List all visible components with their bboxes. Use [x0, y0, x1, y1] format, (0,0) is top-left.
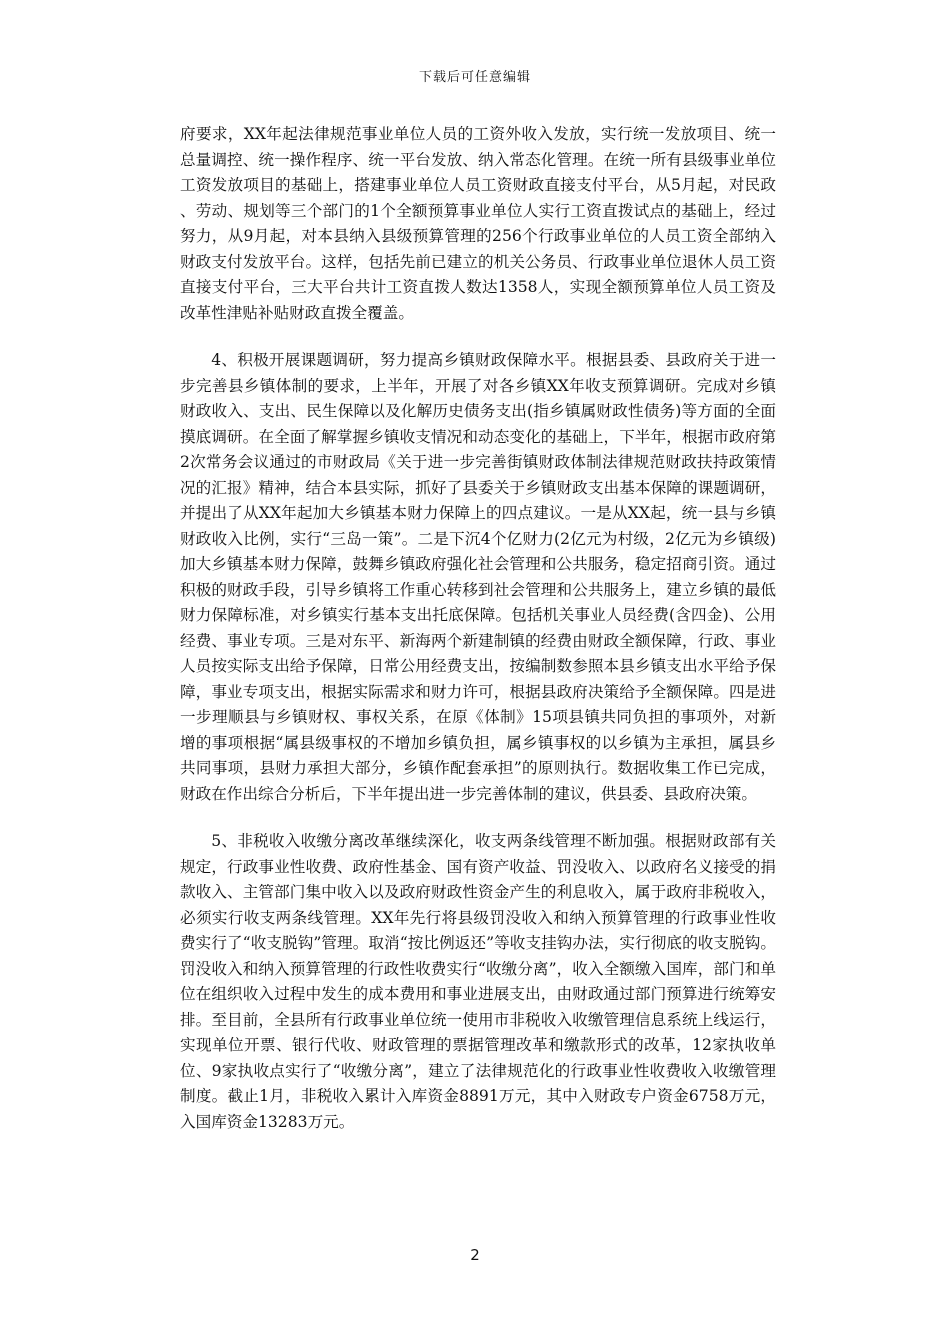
- paragraph-non-tax-revenue: 5、非税收入收缴分离改革继续深化，收支两条线管理不断加强。根据财政部有关规定，行政事业性收费、政府性基金、国有资产收益、罚没收入、以政府名义接受的捐款收入、主管部门集中收入以及政府财政性资金产生的利息收入，属于政府非税收入，必须实行收支两条线管理。XX年先行将县级罚没收入和纳入预算管理的行政事业性收费实行了“收支脱钩”管理。取消“按比例返还”等收支挂钩办法，实行彻底的收支脱钩。罚没收入和纳入预算管理的行政性收费实行“收缴分离”，收入全额缴入国库，部门和单位在组织收入过程中发生的成本费用和事业进展支出，由财政通过部门预算进行统筹安排。至目前，全县所有行政事业单位统一使用市非税收入收缴管理信息系统上线运行，实现单位开票、银行代收、财政管理的票据管理改革和缴款形式的改革，12家执收单位、9家执收点实行了“收缴分离”，建立了法律规范化的行政事业性收费收入收缴管理制度。截止1月，非税收入累计入库资金8891万元，其中入财政专户资金6758万元，入国库资金13283万元。: [180, 832, 776, 1131]
- page-number: 2: [470, 1246, 480, 1264]
- page-header: 下载后可任意编辑: [418, 70, 531, 85]
- paragraph-wage-payment: 府要求，XX年起法律规范事业单位人员的工资外收入发放，实行统一发放项目、统一总量调控、统一操作程序、统一平台发放、纳入常态化管理。在统一所有县级事业单位工资发放项目的基础上，搭建事业单位人员工资财政直接支付平台，从5月起，对民政、劳动、规划等三个部门的1个全额预算事业单位人实行工资直拨试点的基础上，经过努力，从9月起，对本县纳入县级预算管理的256个行政事业单位的人员工资全部纳入财政支付发放平台。这样，包括先前已建立的机关公务员、行政事业单位退休人员工资直接支付平台，三大平台共计工资直拨人数达1358人，实现全额预算单位人员工资及改革性津贴补贴财政直拨全覆盖。: [180, 125, 776, 322]
- paragraph-township-finance: 4、积极开展课题调研，努力提高乡镇财政保障水平。根据县委、县政府关于进一步完善县乡镇体制的要求，上半年，开展了对各乡镇XX年收支预算调研。完成对乡镇财政收入、支出、民生保障以及化解历史债务支出(指乡镇属财政性债务)等方面的全面摸底调研。在全面了解掌握乡镇收支情况和动态变化的基础上，下半年，根据市政府第2次常务会议通过的市财政局《关于进一步完善街镇财政体制法律规范财政扶持政策情况的汇报》精神，结合本县实际，抓好了县委关于乡镇财政支出基本保障的课题调研，并提出了从XX年起加大乡镇基本财力保障上的四点建议。一是从XX起，统一县与乡镇财政收入比例，实行“三岛一策”。二是下沉4个亿财力(2亿元为村级，2亿元为乡镇级)加大乡镇基本财力保障，鼓舞乡镇政府强化社会管理和公共服务，稳定招商引资。通过积极的财政手段，引导乡镇将工作重心转移到社会管理和公共服务上，建立乡镇的最低财力保障标准，对乡镇实行基本支出托底保障。包括机关事业人员经费(含四金)、公用经费、事业专项。三是对东平、新海两个新建制镇的经费由财政全额保障，行政、事业人员按实际支出给予保障，日常公用经费支出，按编制数参照本县乡镇支出水平给予保障，事业专项支出，根据实际需求和财力许可，根据县政府决策给予全额保障。四是进一步理顺县与乡镇财权、事权关系，在原《体制》15项县镇共同负担的事项外，对新增的事项根据“属县级事权的不增加乡镇负担，属乡镇事权的以乡镇为主承担，属县乡共同事项，县财力承担大部分，乡镇作配套承担”的原则执行。数据收集工作已完成，财政在作出综合分析后，下半年提出进一步完善体制的建议，供县委、县政府决策。: [180, 351, 776, 803]
- document-body: [180, 122, 776, 1135]
